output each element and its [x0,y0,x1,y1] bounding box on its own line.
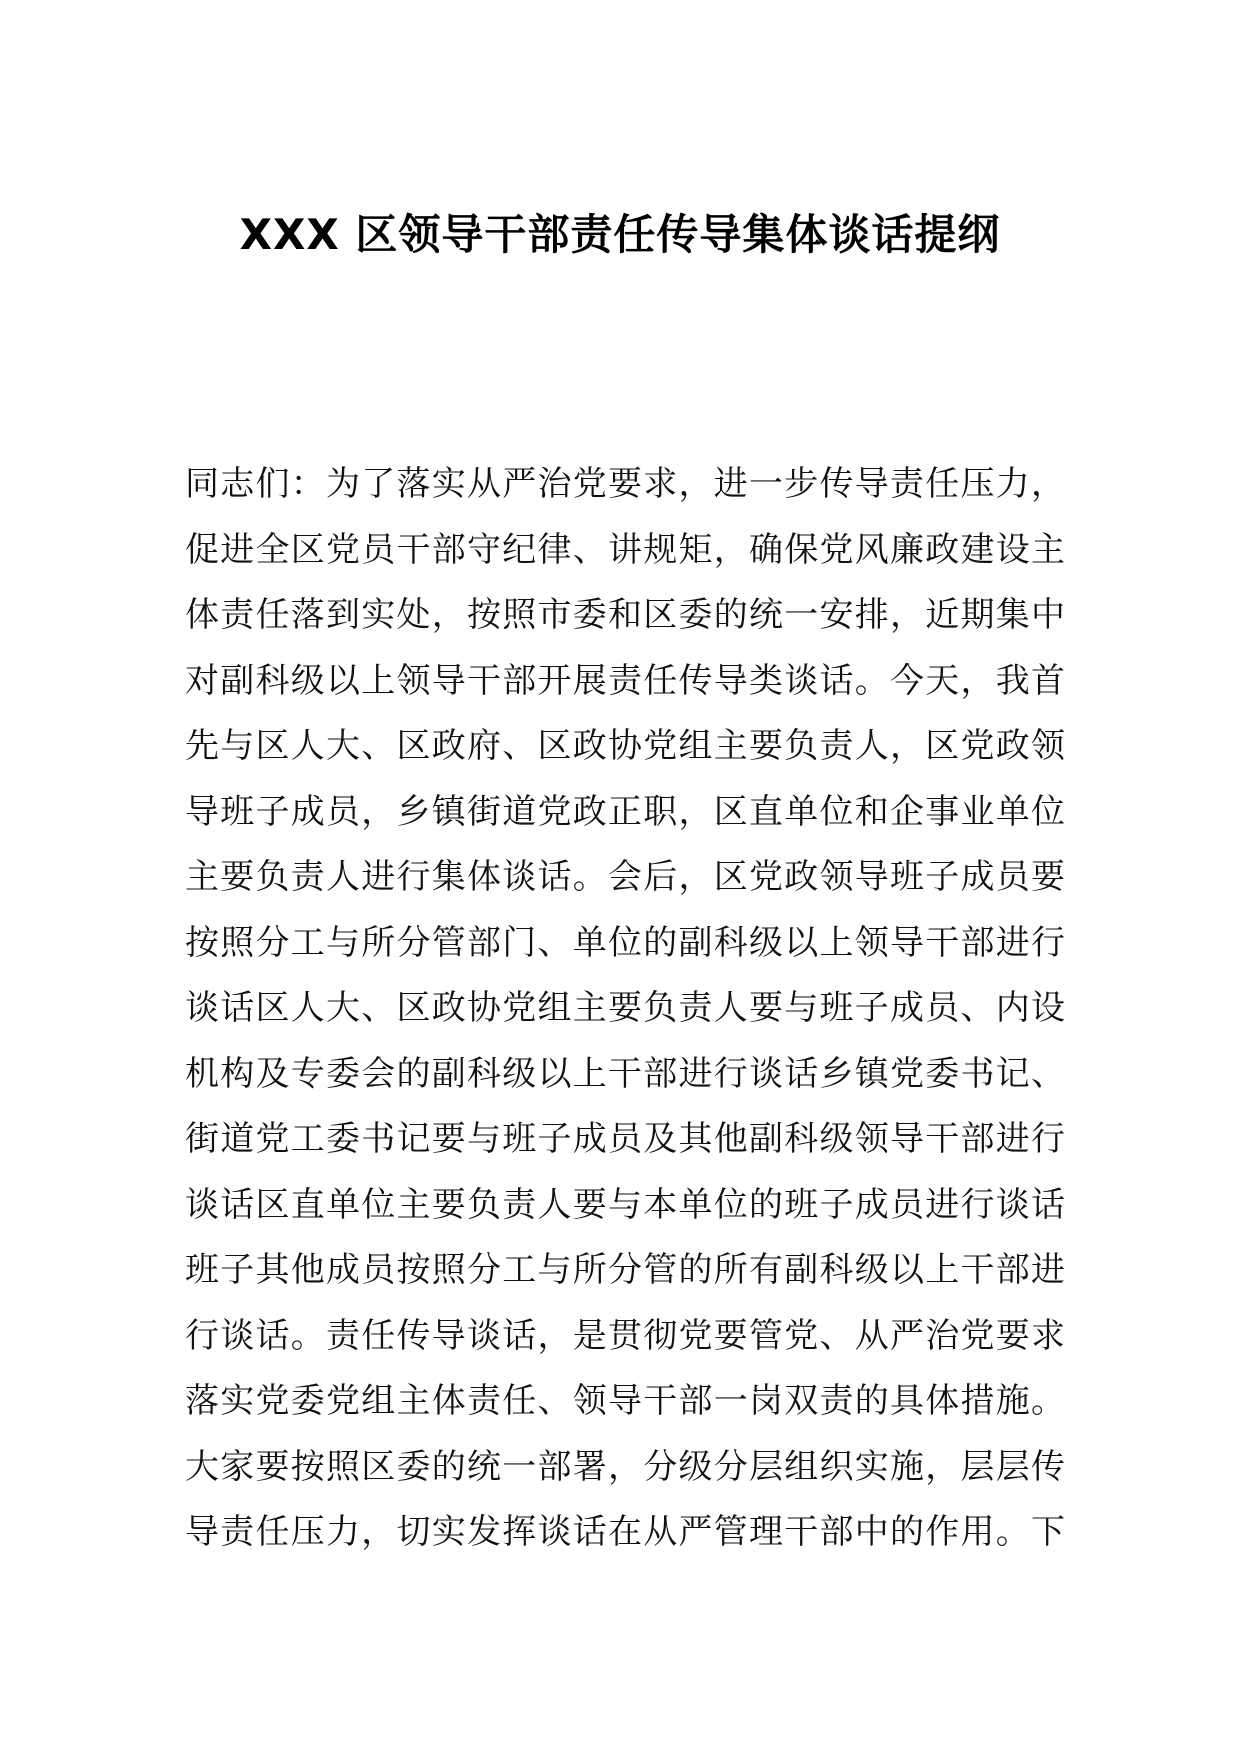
body-line: 落实党委党组主体责任、领导干部一岗双责的具体措施。 [185,1381,1065,1421]
body-line: 大家要按照区委的统一部署，分级分层组织实施，层层传 [185,1446,1065,1487]
document-title: XXX 区领导干部责任传导集体谈话提纲 [239,210,1001,259]
body-line: 班子其他成员按照分工与所分管的所有副科级以上干部进 [185,1250,1065,1290]
body-line: 机构及专委会的副科级以上干部进行谈话乡镇党委书记、 [185,1053,1065,1094]
body-line: 同志们：为了落实从严治党要求，进一步传导责任压力， [185,464,1065,504]
body-line: 谈话区直单位主要负责人要与本单位的班子成员进行谈话 [185,1184,1065,1225]
body-line: 谈话区人大、区政协党组主要负责人要与班子成员、内设 [185,988,1065,1028]
body-line: 对副科级以上领导干部开展责任传导类谈话。今天，我首 [185,660,1065,701]
body-line: 主要负责人进行集体谈话。会后，区党政领导班子成员要 [185,857,1065,897]
body-line: 导班子成员，乡镇街道党政正职，区直单位和企事业单位 [185,791,1065,832]
body-line: 导责任压力，切实发挥谈话在从严管理干部中的作用。下 [185,1512,1065,1552]
body-line: 先与区人大、区政府、区政协党组主要负责人，区党政领 [185,726,1065,766]
body-line: 促进全区党员干部守纪律、讲规矩，确保党风廉政建设主 [185,529,1065,570]
document-body [185,452,1065,1566]
body-line: 按照分工与所分管部门、单位的副科级以上领导干部进行 [185,922,1065,963]
body-line: 体责任落到实处，按照市委和区委的统一安排，近期集中 [185,595,1065,635]
body-line: 行谈话。责任传导谈话，是贯彻党要管党、从严治党要求 [185,1315,1065,1356]
body-line: 街道党工委书记要与班子成员及其他副科级领导干部进行 [185,1119,1065,1159]
